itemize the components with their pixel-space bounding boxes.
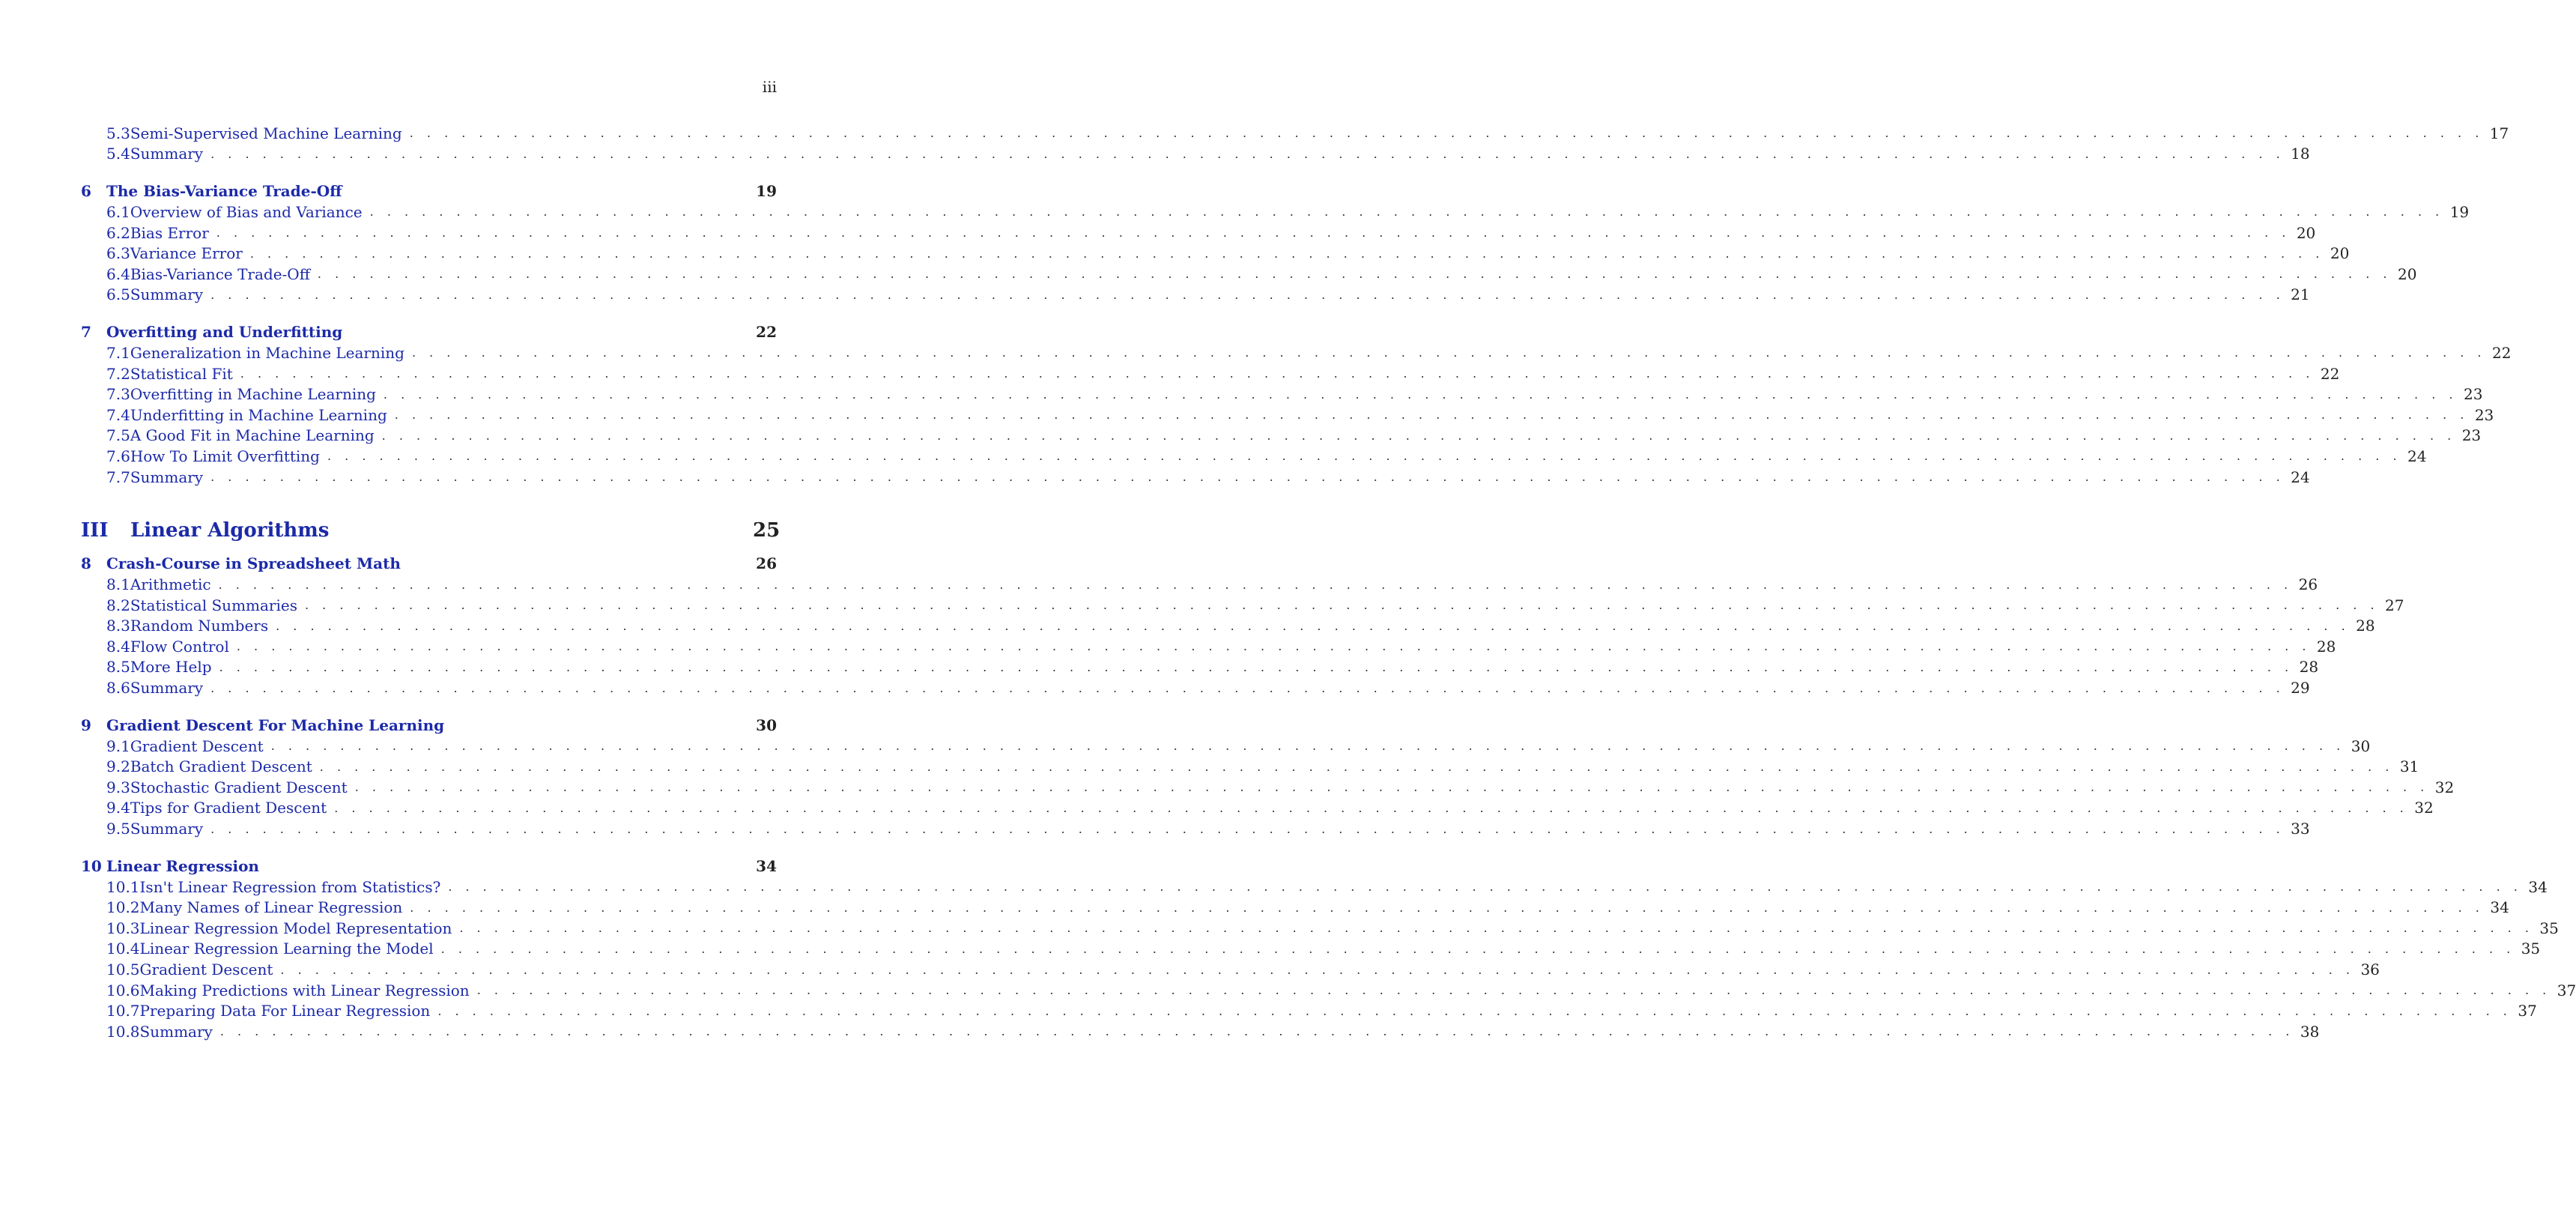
toc-entry-page[interactable]: 20 [2330,244,2350,263]
toc-entry-page[interactable]: 20 [2397,264,2417,283]
toc-section-entry[interactable] [81,657,2319,678]
toc-entry-number: 8.2 [106,596,130,614]
toc-entry-page[interactable]: 27 [2385,596,2404,614]
toc-entry-title[interactable]: Statistical Fit [130,364,233,383]
toc-entry-number: 8.3 [106,617,130,635]
toc-entry-title[interactable]: Many Names of Linear Regression [139,898,403,917]
toc-entry-number: 7.5 [106,426,130,445]
toc-entry-number: 10.8 [106,1022,140,1041]
toc-entry-number: 9.4 [106,799,130,817]
toc-entry-page[interactable]: 19 [756,182,777,201]
toc-entry-number: 9.2 [106,757,130,776]
toc-entry-page[interactable]: 34 [2528,877,2548,896]
dot-leader: . . . . . . . . . . . . . . . . . . . . . . . . . . . . . . . . . . . . . . . . . . . . . . . . . . . . . . . . . . . . . . . . . . . . . . . . . . . . . . . . . . . . . . . . . . . . . . . . . . . . . . . . . . . . . . . . . . . . . . . . [216,226,2291,241]
dot-leader: . . . . . . . . . . . . . . . . . . . . . . . . . . . . . . . . . . . . . . . . . . . . . . . . . . . . . . . . . . . . . . . . . . . . . . . . . . . . . . . . . . . . . . . . . . . . . . . . . . . . . . . . . . . . . . . . . . . . . . . . [319,759,2394,774]
toc-chapter-entry[interactable] [81,715,777,736]
toc-entry-page[interactable]: 24 [2291,468,2310,486]
toc-entry-title[interactable]: Generalization in Machine Learning [130,343,404,362]
page-number: iii [762,78,777,96]
toc-section-entry[interactable] [81,818,2310,839]
toc-entry-number: 10.4 [106,940,140,958]
toc-entry-title[interactable]: Variance Error [130,244,243,263]
toc-section-entry[interactable] [81,736,2371,757]
toc-entry-title[interactable]: Making Predictions with Linear Regression [139,981,470,999]
toc-spacer [81,305,777,321]
toc-entry-title[interactable]: The Bias-Variance Trade-Off [106,182,342,201]
toc-entry-number: III [81,519,109,542]
toc-entry-number: 7.6 [106,447,130,465]
dot-leader: . . . . . . . . . . . . . . . . . . . . . . . . . . . . . . . . . . . . . . . . . . . . . . . . . . . . . . . . . . . . . . . . . . . . . . . . . . . . . . . . . . . . . . . . . . . . . . . . . . . . . . . . . . . . . . . . . . . . . . . . [236,639,2311,654]
toc-entry-page[interactable]: 24 [2407,447,2427,465]
toc-entry-title[interactable]: Summary [130,820,204,838]
toc-entry-number: 9.5 [106,820,130,838]
toc-entry-number: 9.3 [106,778,130,796]
toc-entry-number: 10.2 [106,898,140,917]
toc-entry-page[interactable]: 20 [2296,223,2316,242]
toc-entry-page[interactable]: 22 [2320,364,2340,383]
toc-entry-page[interactable]: 30 [2351,736,2371,755]
toc-entry-page[interactable]: 34 [756,856,777,875]
toc-entry-title[interactable]: Semi-Supervised Machine Learning [130,124,402,142]
toc-entry-page[interactable]: 29 [2291,679,2310,698]
toc-entry-number: 5.4 [106,145,130,163]
toc-section-entry[interactable] [81,918,2559,939]
dot-leader: . . . . . . . . . . . . . . . . . . . . . . . . . . . . . . . . . . . . . . . . . . . . . . . . . . . . . . . . . . . . . . . . . . . . . . . . . . . . . . . . . . . . . . . . . . . . . . . . . . . . . . . . . . . . . . . . . . . . . . . . [369,205,2444,220]
dot-leader: . . . . . . . . . . . . . . . . . . . . . . . . . . . . . . . . . . . . . . . . . . . . . . . . . . . . . . . . . . . . . . . . . . . . . . . . . . . . . . . . . . . . . . . . . . . . . . . . . . . . . . . . . . . . . . . . . . . . . . . . [394,408,2469,423]
toc-section-entry[interactable] [81,636,2336,657]
toc-entry-title[interactable]: Summary [130,285,204,304]
toc-section-entry[interactable] [81,342,2512,363]
toc-entry-title[interactable]: Overfitting and Underfitting [106,323,343,342]
toc-entry-number: 6.3 [106,244,130,263]
toc-entry-title[interactable]: Bias-Variance Trade-Off [130,264,310,283]
dot-leader: . . . . . . . . . . . . . . . . . . . . . . . . . . . . . . . . . . . . . . . . . . . . . . . . . . . . . . . . . . . . . . . . . . . . . . . . . . . . . . . . . . . . . . . . . . . . . . . . . . . . . . . . . . . . . . . . . . . . . . . . [317,267,2392,282]
dot-leader: . . . . . . . . . . . . . . . . . . . . . . . . . . . . . . . . . . . . . . . . . . . . . . . . . . . . . . . . . . . . . . . . . . . . . . . . . . . . . . . . . . . . . . . . . . . . . . . . . . . . . . . . . . . . . . . . . . . . . . . . [354,780,2429,795]
toc-entry-page[interactable]: 32 [2414,799,2434,817]
toc-section-entry[interactable] [81,363,2340,384]
toc-entry-number: 10.1 [106,877,140,896]
toc-entry-page[interactable]: 31 [2399,757,2419,776]
toc-entry-page[interactable]: 23 [2461,426,2482,445]
dot-leader: . . . . . . . . . . . . . . . . . . . . . . . . . . . . . . . . . . . . . . . . . . . . . . . . . . . . . . . . . . . . . . . . . . . . . . . . . . . . . . . . . . . . . . . . . . . . . . . . . . . . . . . . . . . . . . . . . . . . . . . . [270,739,2345,754]
toc-section-entry[interactable] [81,405,2494,426]
toc-entry-number: 8.6 [106,679,130,698]
toc-entry-page[interactable]: 28 [2356,617,2375,635]
toc-entry-number: 7.7 [106,468,130,486]
toc-entry-title[interactable]: Random Numbers [130,617,269,635]
table-of-contents [81,123,2576,1042]
toc-entry-title[interactable]: Crash-Course in Spreadsheet Math [106,554,401,573]
toc-section-entry[interactable] [81,223,2316,243]
dot-leader: . . . . . . . . . . . . . . . . . . . . . . . . . . . . . . . . . . . . . . . . . . . . . . . . . . . . . . . . . . . . . . . . . . . . . . . . . . . . . . . . . . . . . . . . . . . . . . . . . . . . . . . . . . . . . . . . . . . . . . . . [304,598,2380,613]
toc-entry-number: 9 [81,716,91,734]
dot-leader: . . . . . . . . . . . . . . . . . . . . . . . . . . . . . . . . . . . . . . . . . . . . . . . . . . . . . . . . . . . . . . . . . . . . . . . . . . . . . . . . . . . . . . . . . . . . . . . . . . . . . . . . . . . . . . . . . . . . . . . . [280,962,2355,977]
toc-entry-title[interactable]: Gradient Descent [130,736,264,755]
toc-entry-title[interactable]: Linear Regression [106,856,259,875]
toc-entry-title[interactable]: Tips for Gradient Descent [130,799,327,817]
toc-entry-page[interactable]: 37 [2557,981,2576,999]
toc-entry-page[interactable]: 30 [756,716,777,734]
toc-entry-title[interactable]: Summary [139,1022,213,1041]
toc-entry-number: 10.5 [106,961,140,979]
toc-section-entry[interactable] [81,123,2509,144]
dot-leader: . . . . . . . . . . . . . . . . . . . . . . . . . . . . . . . . . . . . . . . . . . . . . . . . . . . . . . . . . . . . . . . . . . . . . . . . . . . . . . . . . . . . . . . . . . . . . . . . . . . . . . . . . . . . . . . . . . . . . . . . [219,1024,2294,1039]
toc-chapter-entry[interactable] [81,856,777,877]
toc-section-entry[interactable] [81,897,2509,918]
toc-section-entry[interactable] [81,384,2483,405]
toc-entry-title[interactable]: How To Limit Overfitting [130,447,320,465]
toc-section-entry[interactable] [81,777,2455,798]
toc-entry-page[interactable]: 28 [2316,637,2336,656]
dot-leader: . . . . . . . . . . . . . . . . . . . . . . . . . . . . . . . . . . . . . . . . . . . . . . . . . . . . . . . . . . . . . . . . . . . . . . . . . . . . . . . . . . . . . . . . . . . . . . . . . . . . . . . . . . . . . . . . . . . . . . . . [327,449,2402,464]
toc-entry-page[interactable]: 26 [756,554,777,573]
toc-entry-page[interactable]: 19 [2449,202,2470,221]
toc-section-entry[interactable] [81,939,2541,960]
toc-chapter-entry[interactable] [81,181,777,202]
toc-entry-number: 9.1 [106,736,130,755]
toc-section-entry[interactable] [81,446,2427,467]
toc-entry-number: 8 [81,554,91,573]
toc-entry-page[interactable]: 23 [2474,405,2494,424]
dot-leader: . . . . . . . . . . . . . . . . . . . . . . . . . . . . . . . . . . . . . . . . . . . . . . . . . . . . . . . . . . . . . . . . . . . . . . . . . . . . . . . . . . . . . . . . . . . . . . . . . . . . . . . . . . . . . . . . . . . . . . . . [210,821,2285,836]
toc-spacer [81,839,777,856]
toc-section-entry[interactable] [81,1021,2320,1042]
toc-entry-page[interactable]: 34 [2490,898,2509,917]
dot-leader: . . . . . . . . . . . . . . . . . . . . . . . . . . . . . . . . . . . . . . . . . . . . . . . . . . . . . . . . . . . . . . . . . . . . . . . . . . . . . . . . . . . . . . . . . . . . . . . . . . . . . . . . . . . . . . . . . . . . . . . . [249,246,2324,261]
toc-entry-title[interactable]: Bias Error [130,223,209,242]
toc-section-entry[interactable] [81,756,2419,777]
toc-section-entry[interactable] [81,798,2434,819]
toc-entry-title[interactable]: Overfitting in Machine Learning [130,385,376,404]
dot-leader: . . . . . . . . . . . . . . . . . . . . . . . . . . . . . . . . . . . . . . . . . . . . . . . . . . . . . . . . . . . . . . . . . . . . . . . . . . . . . . . . . . . . . . . . . . . . . . . . . . . . . . . . . . . . . . . . . . . . . . . . [218,577,2293,592]
toc-entry-number: 10.6 [106,981,140,999]
toc-entry-number: 5.3 [106,124,130,142]
dot-leader: . . . . . . . . . . . . . . . . . . . . . . . . . . . . . . . . . . . . . . . . . . . . . . . . . . . . . . . . . . . . . . . . . . . . . . . . . . . . . . . . . . . . . . . . . . . . . . . . . . . . . . . . . . . . . . . . . . . . . . . . [437,1003,2512,1018]
toc-entry-number: 7 [81,323,91,342]
toc-entry-page[interactable]: 37 [2518,1002,2537,1020]
toc-entry-page[interactable]: 32 [2434,778,2455,796]
dot-leader: . . . . . . . . . . . . . . . . . . . . . . . . . . . . . . . . . . . . . . . . . . . . . . . . . . . . . . . . . . . . . . . . . . . . . . . . . . . . . . . . . . . . . . . . . . . . . . . . . . . . . . . . . . . . . . . . . . . . . . . . [476,983,2551,998]
dot-leader: . . . . . . . . . . . . . . . . . . . . . . . . . . . . . . . . . . . . . . . . . . . . . . . . . . . . . . . . . . . . . . . . . . . . . . . . . . . . . . . . . . . . . . . . . . . . . . . . . . . . . . . . . . . . . . . . . . . . . . . . [381,428,2456,443]
dot-leader: . . . . . . . . . . . . . . . . . . . . . . . . . . . . . . . . . . . . . . . . . . . . . . . . . . . . . . . . . . . . . . . . . . . . . . . . . . . . . . . . . . . . . . . . . . . . . . . . . . . . . . . . . . . . . . . . . . . . . . . . [334,800,2409,815]
toc-section-entry[interactable] [81,677,2310,698]
toc-entry-title[interactable]: Isn't Linear Regression from Statistics? [139,877,441,896]
toc-entry-page[interactable]: 18 [2291,145,2310,163]
toc-entry-title[interactable]: Gradient Descent For Machine Learning [106,716,445,734]
toc-entry-page[interactable]: 21 [2291,285,2310,304]
toc-entry-page[interactable]: 35 [2521,940,2541,958]
toc-entry-title[interactable]: Summary [130,468,204,486]
toc-entry-number: 10 [81,856,102,875]
toc-entry-title[interactable]: A Good Fit in Machine Learning [130,426,375,445]
toc-entry-number: 8.4 [106,637,130,656]
toc-entry-title[interactable]: Batch Gradient Descent [130,757,312,776]
toc-entry-number: 8.1 [106,575,130,594]
toc-section-entry[interactable] [81,202,2470,223]
toc-section-entry[interactable] [81,243,2350,264]
toc-spacer [81,164,777,181]
toc-entry-title[interactable]: Flow Control [130,637,229,656]
toc-entry-title[interactable]: Linear Algorithms [130,519,330,542]
toc-entry-title[interactable]: Gradient Descent [139,961,273,979]
toc-entry-page[interactable]: 36 [2360,961,2380,979]
toc-entry-page[interactable]: 33 [2291,820,2310,838]
dot-leader: . . . . . . . . . . . . . . . . . . . . . . . . . . . . . . . . . . . . . . . . . . . . . . . . . . . . . . . . . . . . . . . . . . . . . . . . . . . . . . . . . . . . . . . . . . . . . . . . . . . . . . . . . . . . . . . . . . . . . . . . [409,126,2484,141]
toc-part-entry[interactable] [81,515,781,545]
toc-entry-page[interactable]: 23 [2463,385,2483,404]
toc-section-entry[interactable] [81,144,2310,165]
dot-leader: . . . . . . . . . . . . . . . . . . . . . . . . . . . . . . . . . . . . . . . . . . . . . . . . . . . . . . . . . . . . . . . . . . . . . . . . . . . . . . . . . . . . . . . . . . . . . . . . . . . . . . . . . . . . . . . . . . . . . . . . [219,659,2294,674]
toc-entry-number: 8.5 [106,658,130,677]
toc-entry-title[interactable]: Linear Regression Learning the Model [139,940,434,958]
toc-entry-title[interactable]: Summary [130,145,204,163]
dot-leader: . . . . . . . . . . . . . . . . . . . . . . . . . . . . . . . . . . . . . . . . . . . . . . . . . . . . . . . . . . . . . . . . . . . . . . . . . . . . . . . . . . . . . . . . . . . . . . . . . . . . . . . . . . . . . . . . . . . . . . . . [440,941,2515,956]
toc-entry-number: 6 [81,182,91,201]
toc-entry-number: 7.3 [106,385,130,404]
dot-leader: . . . . . . . . . . . . . . . . . . . . . . . . . . . . . . . . . . . . . . . . . . . . . . . . . . . . . . . . . . . . . . . . . . . . . . . . . . . . . . . . . . . . . . . . . . . . . . . . . . . . . . . . . . . . . . . . . . . . . . . . [210,146,2285,161]
toc-spacer [81,698,777,715]
toc-section-entry[interactable] [81,264,2417,285]
toc-entry-title[interactable]: Arithmetic [130,575,211,594]
dot-leader: . . . . . . . . . . . . . . . . . . . . . . . . . . . . . . . . . . . . . . . . . . . . . . . . . . . . . . . . . . . . . . . . . . . . . . . . . . . . . . . . . . . . . . . . . . . . . . . . . . . . . . . . . . . . . . . . . . . . . . . . [210,680,2285,695]
toc-section-entry[interactable] [81,285,2310,306]
toc-entry-number: 10.7 [106,1002,140,1020]
toc-chapter-entry[interactable] [81,321,777,342]
toc-entry-number: 7.4 [106,405,130,424]
toc-entry-number: 6.4 [106,264,130,283]
toc-section-entry[interactable] [81,616,2375,637]
toc-entry-title[interactable]: Underfitting in Machine Learning [130,405,387,424]
dot-leader: . . . . . . . . . . . . . . . . . . . . . . . . . . . . . . . . . . . . . . . . . . . . . . . . . . . . . . . . . . . . . . . . . . . . . . . . . . . . . . . . . . . . . . . . . . . . . . . . . . . . . . . . . . . . . . . . . . . . . . . . [210,287,2285,302]
toc-section-entry[interactable] [81,574,2318,595]
toc-entry-page[interactable]: 17 [2489,124,2509,142]
toc-entry-number: 10.3 [106,919,140,937]
toc-section-entry[interactable] [81,426,2482,447]
dot-leader: . . . . . . . . . . . . . . . . . . . . . . . . . . . . . . . . . . . . . . . . . . . . . . . . . . . . . . . . . . . . . . . . . . . . . . . . . . . . . . . . . . . . . . . . . . . . . . . . . . . . . . . . . . . . . . . . . . . . . . . . [276,618,2351,633]
toc-entry-page[interactable]: 28 [2299,658,2319,677]
toc-entry-page[interactable]: 38 [2300,1022,2320,1041]
toc-entry-page[interactable]: 26 [2298,575,2318,594]
dot-leader: . . . . . . . . . . . . . . . . . . . . . . . . . . . . . . . . . . . . . . . . . . . . . . . . . . . . . . . . . . . . . . . . . . . . . . . . . . . . . . . . . . . . . . . . . . . . . . . . . . . . . . . . . . . . . . . . . . . . . . . . [411,345,2486,360]
dot-leader: . . . . . . . . . . . . . . . . . . . . . . . . . . . . . . . . . . . . . . . . . . . . . . . . . . . . . . . . . . . . . . . . . . . . . . . . . . . . . . . . . . . . . . . . . . . . . . . . . . . . . . . . . . . . . . . . . . . . . . . . [240,366,2315,381]
toc-section-entry[interactable] [81,595,2404,616]
toc-section-entry[interactable] [81,1000,2537,1021]
toc-entry-page[interactable]: 22 [2492,343,2512,362]
toc-entry-number: 6.2 [106,223,130,242]
dot-leader: . . . . . . . . . . . . . . . . . . . . . . . . . . . . . . . . . . . . . . . . . . . . . . . . . . . . . . . . . . . . . . . . . . . . . . . . . . . . . . . . . . . . . . . . . . . . . . . . . . . . . . . . . . . . . . . . . . . . . . . . [448,880,2523,895]
toc-section-entry[interactable] [81,980,2576,1001]
toc-entry-number: 7.1 [106,343,130,362]
toc-entry-title[interactable]: Statistical Summaries [130,596,297,614]
toc-entry-page[interactable]: 22 [756,323,777,342]
toc-entry-number: 7.2 [106,364,130,383]
dot-leader: . . . . . . . . . . . . . . . . . . . . . . . . . . . . . . . . . . . . . . . . . . . . . . . . . . . . . . . . . . . . . . . . . . . . . . . . . . . . . . . . . . . . . . . . . . . . . . . . . . . . . . . . . . . . . . . . . . . . . . . . [410,900,2485,915]
toc-entry-title[interactable]: More Help [130,658,212,677]
toc-entry-title[interactable]: Overview of Bias and Variance [130,202,363,221]
toc-entry-number: 6.1 [106,202,130,221]
dot-leader: . . . . . . . . . . . . . . . . . . . . . . . . . . . . . . . . . . . . . . . . . . . . . . . . . . . . . . . . . . . . . . . . . . . . . . . . . . . . . . . . . . . . . . . . . . . . . . . . . . . . . . . . . . . . . . . . . . . . . . . . [459,921,2534,936]
dot-leader: . . . . . . . . . . . . . . . . . . . . . . . . . . . . . . . . . . . . . . . . . . . . . . . . . . . . . . . . . . . . . . . . . . . . . . . . . . . . . . . . . . . . . . . . . . . . . . . . . . . . . . . . . . . . . . . . . . . . . . . . [210,470,2285,485]
toc-entry-title[interactable]: Stochastic Gradient Descent [130,778,348,796]
toc-entry-title[interactable]: Preparing Data For Linear Regression [139,1002,431,1020]
toc-entry-page[interactable]: 25 [753,519,781,542]
toc-entry-title[interactable]: Linear Regression Model Representation [139,919,452,937]
toc-section-entry[interactable] [81,959,2380,980]
toc-entry-number: 6.5 [106,285,130,304]
toc-chapter-entry[interactable] [81,553,777,574]
dot-leader: . . . . . . . . . . . . . . . . . . . . . . . . . . . . . . . . . . . . . . . . . . . . . . . . . . . . . . . . . . . . . . . . . . . . . . . . . . . . . . . . . . . . . . . . . . . . . . . . . . . . . . . . . . . . . . . . . . . . . . . . [383,387,2458,402]
toc-entry-title[interactable]: Summary [130,679,204,698]
toc-section-entry[interactable] [81,877,2548,898]
toc-section-entry[interactable] [81,467,2310,488]
toc-entry-page[interactable]: 35 [2539,919,2559,937]
